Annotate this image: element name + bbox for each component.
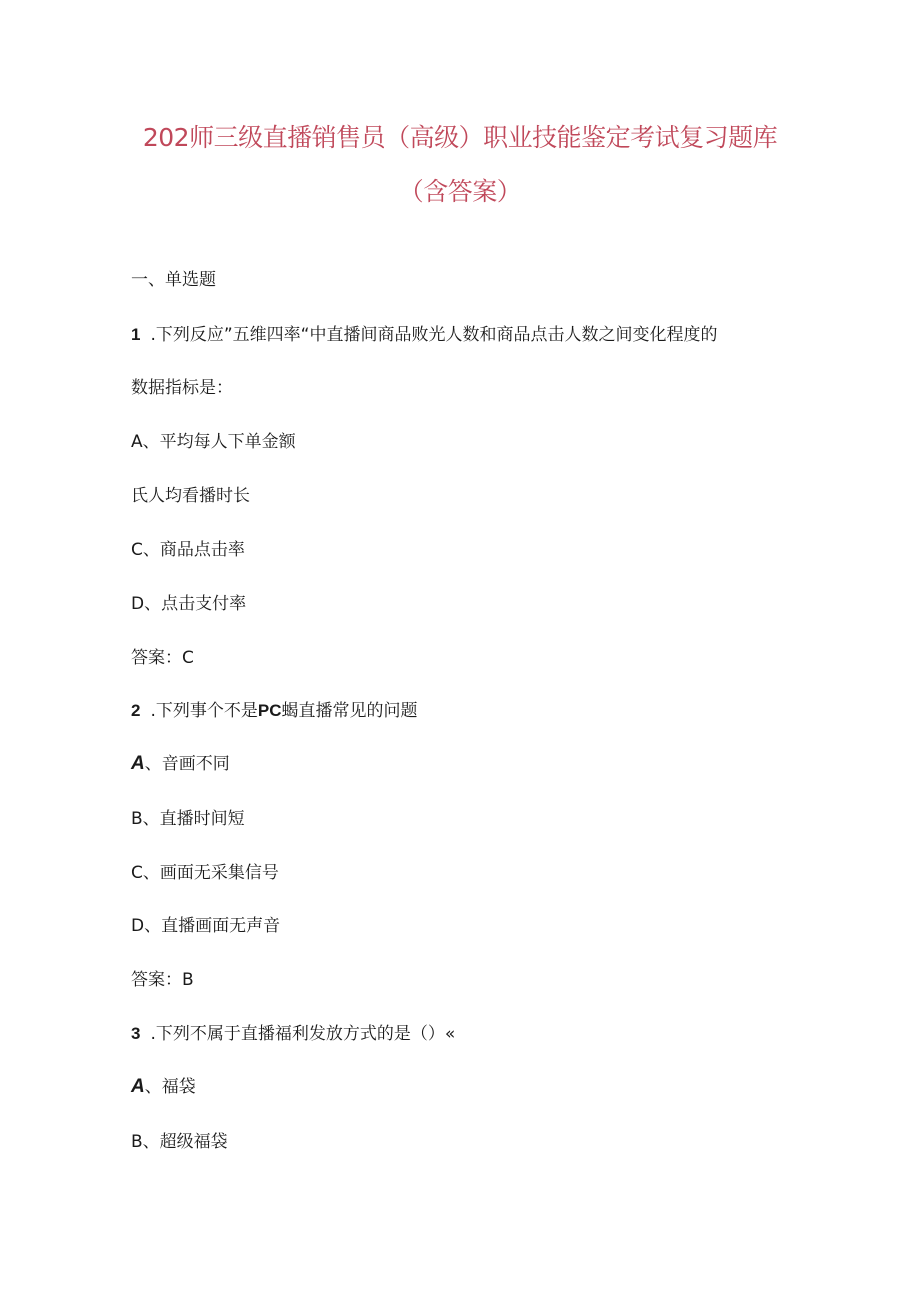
question-1-option-d: D、点击支付率 — [131, 594, 247, 614]
question-3-text — [131, 1019, 455, 1044]
question-3-number: 3 — [131, 1024, 141, 1043]
document-title-line1: 202师三级直播销售员（高级）职业技能鉴定考试复习题库 — [142, 123, 778, 152]
question-2-text-prefix: .下列事个不是 — [150, 701, 258, 721]
question-2-text — [131, 696, 418, 721]
question-1-text-line2: 数据指标是： — [131, 378, 233, 398]
question-3-option-a-text: 、福袋 — [144, 1077, 196, 1097]
question-2-text-suffix: 蝎直播常见的问题 — [281, 701, 418, 721]
question-2-option-a — [131, 749, 230, 775]
question-2-option-d: D、直播画面无声音 — [131, 916, 281, 936]
question-1-option-a: A、平均每人下单金额 — [131, 432, 296, 452]
question-3-text-body: .下列不属于直播福利发放方式的是（）« — [150, 1024, 456, 1044]
document-title-line2: （含答案） — [398, 177, 522, 206]
question-2-option-b: B、直播时间短 — [131, 809, 245, 829]
question-2-option-a-marker: A — [131, 753, 145, 774]
question-2-number: 2 — [131, 701, 141, 720]
question-2-text-bold: PC — [257, 701, 282, 720]
question-2-option-a-text: 、音画不同 — [144, 754, 230, 774]
question-1-option-c: C、商品点击率 — [131, 540, 245, 560]
question-2-option-c: C、画面无采集信号 — [131, 863, 279, 883]
question-1-number: 1 — [131, 325, 141, 344]
question-1-answer: 答案：C — [131, 648, 194, 668]
question-2-answer: 答案：B — [131, 970, 194, 990]
question-3-option-b: B、超级福袋 — [131, 1132, 228, 1152]
question-3-option-a-marker: A — [131, 1076, 145, 1097]
question-1-text — [131, 320, 718, 345]
question-3-option-a — [131, 1072, 196, 1098]
section-heading: 一、单选题 — [131, 270, 216, 290]
question-1-text-line1: .下列反应”五维四率“中直播间商品败光人数和商品点击人数之间变化程度的 — [150, 325, 718, 345]
question-1-option-b: 氏人均看播时长 — [131, 486, 250, 506]
